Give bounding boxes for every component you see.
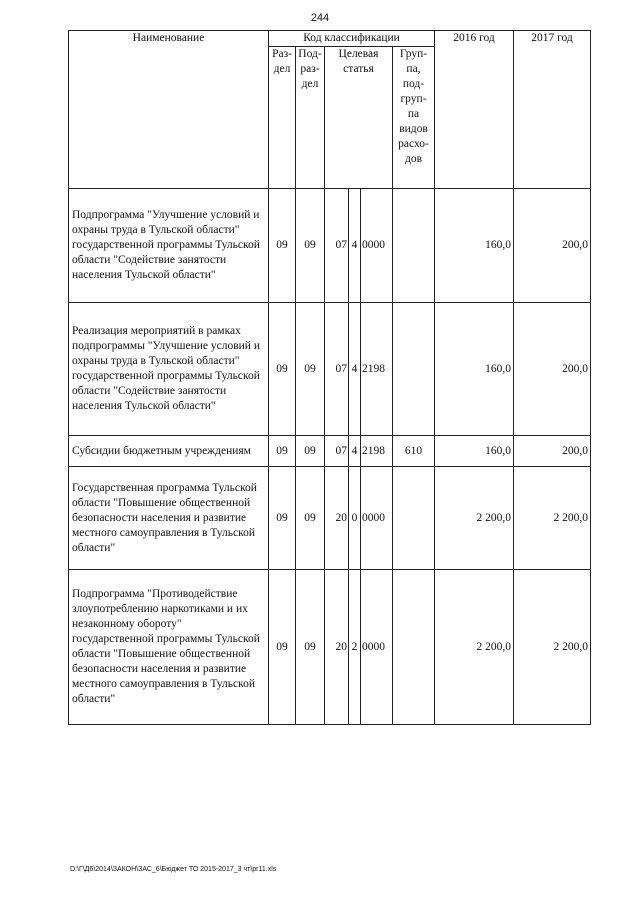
table-row [69, 467, 591, 570]
row-expense-group [393, 189, 435, 303]
row-target-direction: 2198 [361, 303, 393, 436]
header-year-2016: 2016 год [435, 31, 514, 189]
row-subsection: 09 [296, 570, 325, 725]
row-name: Государственная программа Тульской области "Повышение общественной безопасности населения и развитие местного самоуправления в Тульской области" [69, 467, 269, 570]
row-expense-group [393, 570, 435, 725]
header-code: Код классификации [269, 31, 435, 47]
header-year-2017: 2017 год [514, 31, 591, 189]
row-amount-2016: 160,0 [435, 303, 514, 436]
row-name: Подпрограмма "Противодействие злоупотреблению наркотиками и их незаконному обороту" государственной программы Тульской области "Повышение общественной безопасности населения и развитие местного самоуправления в Тульской области" [69, 570, 269, 725]
row-amount-2017: 2 200,0 [514, 570, 591, 725]
row-target-direction: 0000 [361, 467, 393, 570]
row-amount-2016: 160,0 [435, 436, 514, 467]
row-target-subprogram: 4 [349, 189, 361, 303]
table-row [69, 303, 591, 436]
table-row [69, 189, 591, 303]
row-target-subprogram: 4 [349, 303, 361, 436]
row-amount-2016: 2 200,0 [435, 467, 514, 570]
header-name: Наименование [69, 31, 269, 189]
budget-table [68, 30, 591, 725]
row-name: Реализация мероприятий в рамках подпрограммы "Улучшение условий и охраны труда в Тульской области" государственной программы Тульской области "Содействие занятости населения Тульской области" [69, 303, 269, 436]
row-subsection: 09 [296, 303, 325, 436]
row-target-direction: 0000 [361, 570, 393, 725]
row-subsection: 09 [296, 189, 325, 303]
row-section: 09 [269, 303, 296, 436]
row-section: 09 [269, 570, 296, 725]
row-expense-group [393, 303, 435, 436]
row-target-program: 07 [325, 303, 349, 436]
table-row [69, 570, 591, 725]
row-expense-group [393, 467, 435, 570]
row-section: 09 [269, 189, 296, 303]
row-amount-2017: 200,0 [514, 303, 591, 436]
header-subsection: Под- раз- дел [296, 47, 325, 189]
row-target-program: 07 [325, 436, 349, 467]
row-amount-2017: 200,0 [514, 436, 591, 467]
row-expense-group: 610 [393, 436, 435, 467]
row-subsection: 09 [296, 436, 325, 467]
row-subsection: 09 [296, 467, 325, 570]
row-section: 09 [269, 436, 296, 467]
row-target-subprogram: 2 [349, 570, 361, 725]
table-row [69, 436, 591, 467]
row-target-subprogram: 0 [349, 467, 361, 570]
row-target-subprogram: 4 [349, 436, 361, 467]
file-path-footer: D:\Г\Д6\2014\ЗАКОН\ЗАС_6\Бюджет ТО 2015-2017_3 чт\pr11.xls [70, 866, 277, 873]
row-amount-2017: 200,0 [514, 189, 591, 303]
row-target-program: 07 [325, 189, 349, 303]
row-target-direction: 0000 [361, 189, 393, 303]
row-amount-2017: 2 200,0 [514, 467, 591, 570]
row-name: Субсидии бюджетным учреждениям [69, 436, 269, 467]
row-target-direction: 2198 [361, 436, 393, 467]
row-amount-2016: 160,0 [435, 189, 514, 303]
row-amount-2016: 2 200,0 [435, 570, 514, 725]
row-name: Подпрограмма "Улучшение условий и охраны труда в Тульской области" государственной программы Тульской области "Содействие занятости населения Тульской области" [69, 189, 269, 303]
header-target-article: Целевая статья [325, 47, 393, 189]
header-expense-group: Груп- па, под- груп- па видов расхо- дов [393, 47, 435, 189]
header-section: Раз- дел [269, 47, 296, 189]
row-target-program: 20 [325, 570, 349, 725]
row-section: 09 [269, 467, 296, 570]
page-number: 244 [310, 12, 330, 24]
row-target-program: 20 [325, 467, 349, 570]
